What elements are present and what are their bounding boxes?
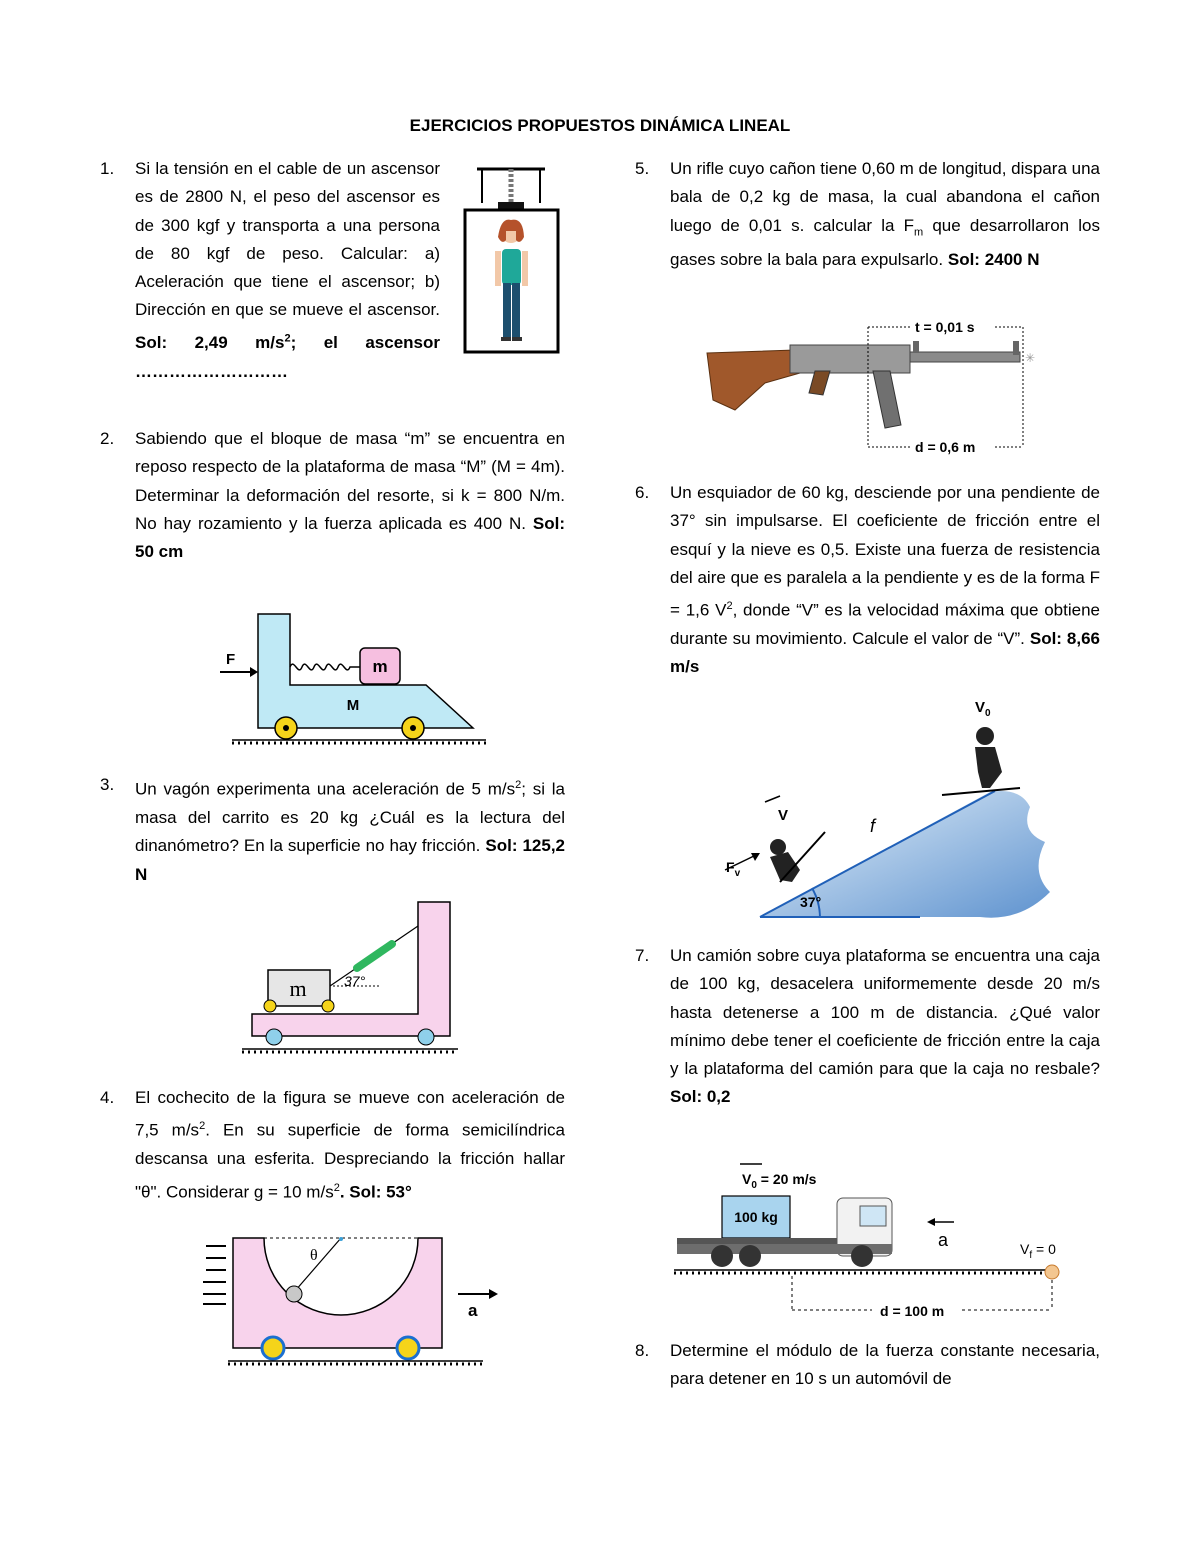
- friction-label: f: [870, 816, 876, 836]
- exercise-4: 4. El cochecito de la figura se mueve con aceleración de 7,5 $m/s^2$. En su superficie de forma semicilíndrica descansa una esferita. Despreciando la fricción hallar "θ". Considerar g = 10 $m/s^2$. Sol: 53°: [135, 1084, 565, 1207]
- exercise-number: 2.: [100, 429, 115, 448]
- fv-label: $F_v$: [726, 859, 741, 879]
- slope-angle-label: 37°: [800, 894, 822, 910]
- exercise-text: Un rifle cuyo cañon tiene 0,60 m de longitud, dispara una bala de 0,2 kg de masa, la cual abandona el cañon luego de 0,01 s. calcular la F: [670, 159, 1100, 235]
- v0-label: $V_0 = 20$ m/s: [742, 1171, 817, 1191]
- exercise-text-cont: que desarrollaron los gases sobre la bala para expulsarlo.: [670, 215, 1100, 270]
- exercise-1: [100, 155, 440, 386]
- exercise-text: El cochecito de la figura se mueve con aceleración de 7,5 m/s: [135, 1088, 565, 1140]
- force-label: F: [226, 651, 236, 668]
- exercise-text-cont: , donde “V” es la velocidad máxima que obtiene durante su movimiento. Calcule el valor de “V”.: [670, 600, 1100, 649]
- exercise-text: Si la tensión en el cable de un ascensor es de 2800 N, el peso del ascensor es de 300 kgf y transporta a una persona de 80 kgf de peso. Calcular: a) Aceleración que tiene el ascensor; b) Dirección en que se mueve el ascensor.: [135, 159, 440, 320]
- rifle-figure: [705, 315, 1065, 460]
- angle-label: 37°: [344, 973, 366, 989]
- skier-figure: [720, 692, 1100, 924]
- box-mass-label: 100 kg: [734, 1209, 778, 1225]
- solution: . Sol: 53°: [339, 1182, 412, 1202]
- exercise-number: 1.: [100, 159, 115, 178]
- exercise-2: [100, 425, 565, 566]
- wagon-figure: [240, 898, 460, 1060]
- solution: Sol: 50 cm: [135, 513, 565, 562]
- svg-text:✳: ✳: [1025, 351, 1036, 365]
- exercise-8: [635, 1337, 1100, 1394]
- solution: Sol: 8,66 m/s: [670, 629, 1100, 677]
- exercise-6: 6. Un esquiador de 60 kg, desciende por una pendiente de 37° sin impulsarse. El coeficiente de fricción entre el esquí y la nieve es 0,5. Existe una fuerza de resistencia del aire que es paralela a la pendiente y es de la forma F = 1,6 $V^2$, donde “V” es la velocidad máxima que obtiene durante su movimiento. Calcule el valor de “V”. Sol: 8,66 m/s: [670, 479, 1100, 682]
- exercise-text-cont: . En su superficie de forma semicilíndrica descansa una esferita. Despreciando la fricción hallar "θ". Considerar g = 10 m/s: [135, 1120, 565, 1202]
- exercise-number: 4.: [100, 1088, 115, 1107]
- exercise-number: 6.: [635, 483, 650, 502]
- exercise-text: Un camión sobre cuya plataforma se encuentra una caja de 100 kg, desacelera uniformemente desde 20 m/s hasta detenerse a 100 m de distancia. ¿Qué valor mínimo debe tener el coeficiente de fricción entre la caja y la plataforma del camión para que la caja no resbale?: [670, 946, 1100, 1079]
- distance-label: d = 0,6 m: [915, 439, 976, 455]
- truck-figure: [672, 1158, 1072, 1323]
- elevator-figure: [460, 165, 565, 355]
- time-label: t = 0,01 s: [915, 319, 975, 335]
- exercise-text: Un vagón experimenta una aceleración de 5 m/s: [135, 779, 516, 799]
- semicylinder-cart-figure: [198, 1236, 498, 1376]
- vf-label: $V_f = 0$: [1020, 1241, 1056, 1261]
- solution: Sol: 2400 N: [947, 250, 1040, 270]
- solution: Sol: 125,2 N: [135, 836, 566, 884]
- accel-label: a: [938, 1230, 949, 1250]
- solution: Sol: 2,49 $m/s^2$; el ascensor ………………………: [135, 332, 440, 381]
- solution: Sol: 0,2: [670, 1087, 731, 1107]
- v0-label: $V_0$: [975, 699, 991, 719]
- exercise-text: Sabiendo que el bloque de masa “m” se encuentra en reposo respecto de la plataforma de masa “M” (M = 4m). Determinar la deformación del resorte, si k = 800 N/m. No hay rozamiento y la fuerza aplicada es 400 N.: [135, 429, 565, 533]
- small-mass-label: m: [372, 657, 388, 676]
- spring-platform-figure: [218, 612, 490, 752]
- distance-label: d = 100 m: [880, 1303, 945, 1319]
- big-mass-label: M: [346, 697, 360, 714]
- exercise-number: 7.: [635, 946, 650, 965]
- mass-label: m: [289, 976, 307, 1001]
- exercise-7: [635, 942, 1100, 1112]
- exercise-number: 5.: [635, 159, 650, 178]
- page-title: EJERCICIOS PROPUESTOS DINÁMICA LINEAL: [409, 116, 791, 135]
- v-label: V: [778, 807, 789, 824]
- exercise-number: 8.: [635, 1341, 650, 1360]
- exercise-text: Determine el módulo de la fuerza constante necesaria, para detener en 10 s un automóvil de: [670, 1341, 1100, 1389]
- exercise-5: 5. Un rifle cuyo cañon tiene 0,60 m de longitud, dispara una bala de 0,2 kg de masa, la cual abandona el cañon luego de 0,01 s. calcular la $F_m$ que desarrollaron los gases sobre la bala para expulsarlo. Sol: 2400 N: [670, 155, 1100, 275]
- exercise-text: Un esquiador de 60 kg, desciende por una pendiente de 37° sin impulsarse. El coeficiente de fricción entre el esquí y la nieve es 0,5. Existe una fuerza de resistencia del aire que es paralela a la pendiente y es de la forma F = 1,6 V: [670, 483, 1100, 620]
- exercise-number: 3.: [100, 775, 115, 794]
- exercise-text-cont: ; si la masa del carrito es 20 kg ¿Cuál es la lectura del dinanómetro? En la superficie no hay fricción.: [135, 779, 566, 856]
- theta-label: θ: [310, 1247, 318, 1264]
- exercise-3: 3. Un vagón experimenta una aceleración de 5 $m/s^2$; si la masa del carrito es 20 kg ¿Cuál es la lectura del dinanómetro? En la superficie no hay fricción. Sol: 125,2 N: [135, 771, 565, 889]
- accel-label: a: [468, 1301, 478, 1320]
